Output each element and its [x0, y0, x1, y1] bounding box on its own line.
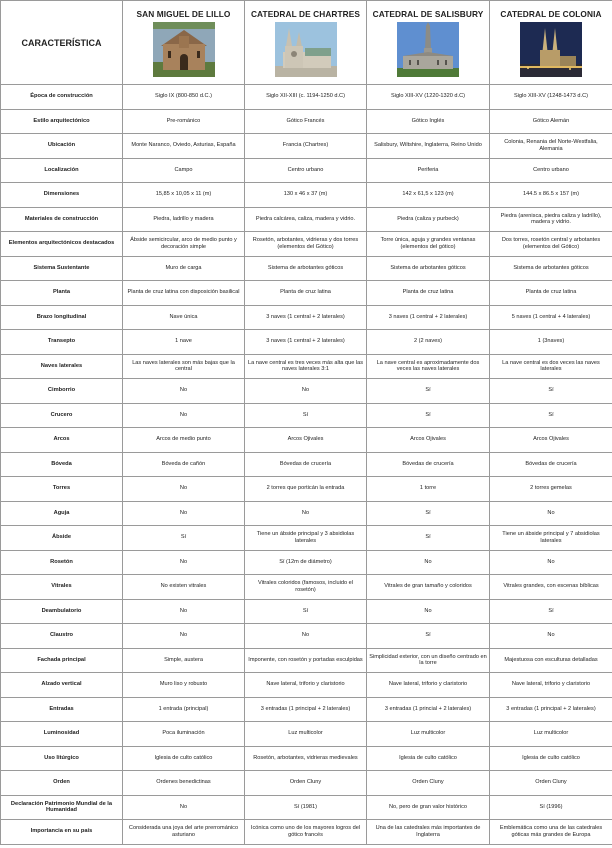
table-row [1, 575, 612, 600]
table-cell: Orden Cluny [245, 771, 367, 796]
row-label: Materiales de construcción [1, 207, 123, 232]
row-label: Transepto [1, 330, 123, 355]
table-row [1, 379, 612, 404]
row-label: Localización [1, 158, 123, 183]
table-cell: Gótico Francés [245, 109, 367, 134]
column-title: SAN MIGUEL DE LILLO [136, 8, 231, 19]
table-cell: Poca iluminación [123, 722, 245, 747]
table-cell: Sistema de arbotantes góticos [490, 256, 612, 281]
column-title: CATEDRAL DE SALISBURY [372, 8, 484, 19]
table-cell: Las naves laterales son más bajas que la central [123, 354, 245, 379]
table-cell: Sistema de arbotantes góticos [245, 256, 367, 281]
table-row [1, 330, 612, 355]
column-header-colonia [490, 1, 612, 85]
table-cell: 3 entradas (1 principal + 2 laterales) [245, 697, 367, 722]
column-title: CATEDRAL DE COLONIA [500, 8, 602, 19]
table-cell: No [123, 477, 245, 502]
gothic-cathedral-photo [275, 22, 337, 77]
table-cell: Ordenes benedictinas [123, 771, 245, 796]
table-cell: Imponente, con rosetón y portadas esculpidas [245, 648, 367, 673]
table-row [1, 477, 612, 502]
table-row [1, 795, 612, 820]
table-cell: No [245, 624, 367, 649]
spire-cathedral-photo [397, 22, 459, 77]
table-row [1, 232, 612, 257]
table-cell: No [123, 501, 245, 526]
table-cell: Bóvedas de crucería [490, 452, 612, 477]
table-cell: Tiene un ábside principal y 7 absidiolas laterales [490, 526, 612, 551]
table-row [1, 820, 612, 845]
table-cell: Periferia [367, 158, 490, 183]
row-label: Deambulatorio [1, 599, 123, 624]
table-row [1, 648, 612, 673]
table-row [1, 722, 612, 747]
table-cell: No [245, 501, 367, 526]
table-row [1, 403, 612, 428]
table-row [1, 85, 612, 110]
table-cell: Sí [367, 624, 490, 649]
table-cell: Nave única [123, 305, 245, 330]
table-cell: 2 torres gemelas [490, 477, 612, 502]
table-cell: No [123, 403, 245, 428]
row-label: Brazo longitudinal [1, 305, 123, 330]
row-label: Vitrales [1, 575, 123, 600]
row-label: Orden [1, 771, 123, 796]
row-label: Aguja [1, 501, 123, 526]
table-cell: Sí [367, 403, 490, 428]
table-row [1, 624, 612, 649]
header-row [1, 1, 612, 85]
table-cell: No [123, 379, 245, 404]
table-row [1, 134, 612, 159]
table-cell: Piedra, ladrillo y madera [123, 207, 245, 232]
table-cell: Francia (Chartres) [245, 134, 367, 159]
table-cell: Sí (1981) [245, 795, 367, 820]
table-cell: Una de las catedrales más importantes de Inglaterra [367, 820, 490, 845]
table-cell: 3 entradas (1 princial + 2 laterales) [367, 697, 490, 722]
table-cell: Sí [490, 379, 612, 404]
table-row [1, 452, 612, 477]
table-cell: Ábside semicircular, arco de medio punto y decoración simple [123, 232, 245, 257]
table-row [1, 428, 612, 453]
table-cell: Siglo IX (800-850 d.C.) [123, 85, 245, 110]
table-cell: Bóveda de cañón [123, 452, 245, 477]
table-cell: No [490, 550, 612, 575]
table-cell: Muro de carga [123, 256, 245, 281]
row-label: Alzado vertical [1, 673, 123, 698]
table-cell: La nave central es tres veces más alta que las naves laterales 3:1 [245, 354, 367, 379]
table-cell: Dos torres, rosetón central y arbotantes (elementos del Gótico) [490, 232, 612, 257]
table-cell: No, pero de gran valor histórico [367, 795, 490, 820]
table-cell: Sistema de arbotantes góticos [367, 256, 490, 281]
table-cell: Sí [367, 526, 490, 551]
table-cell: Sí [245, 599, 367, 624]
table-cell: Icónica como uno de los mayores logros del gótico francés [245, 820, 367, 845]
table-cell: Nave lateral, triforio y claristorio [490, 673, 612, 698]
table-cell: Luz multicolor [490, 722, 612, 747]
table-cell: Orden Cluny [490, 771, 612, 796]
table-cell: Arcos Ojivales [245, 428, 367, 453]
table-row [1, 697, 612, 722]
row-label: Estilo arquitectónico [1, 109, 123, 134]
column-title: CATEDRAL DE CHARTRES [250, 8, 361, 19]
table-row [1, 256, 612, 281]
table-cell: Sí [490, 599, 612, 624]
table-cell: No [123, 599, 245, 624]
table-row [1, 207, 612, 232]
column-header-chartres [245, 1, 367, 85]
table-cell: 3 naves (1 central + 2 laterales) [367, 305, 490, 330]
row-label: Dimensiones [1, 183, 123, 208]
row-label: Luminosidad [1, 722, 123, 747]
table-cell: Piedra (arenisca, piedra caliza y ladrillo), madera y vidrio. [490, 207, 612, 232]
table-cell: Gótico Inglés [367, 109, 490, 134]
table-cell: Emblemática como una de las catedrales góticas más grandes de Europa [490, 820, 612, 845]
row-label: Uso litúrgico [1, 746, 123, 771]
row-label: Cimborrio [1, 379, 123, 404]
table-cell: Bóvedas de crucería [245, 452, 367, 477]
table-cell: Bóvedas de crucería [367, 452, 490, 477]
table-cell: Pre-románico [123, 109, 245, 134]
row-label: Época de construcción [1, 85, 123, 110]
table-cell: No [490, 624, 612, 649]
table-cell: 1 (3naves) [490, 330, 612, 355]
table-cell: Iglesia de culto católico [123, 746, 245, 771]
table-row [1, 550, 612, 575]
table-cell: 3 naves (1 central + 2 laterales) [245, 330, 367, 355]
table-cell: Colonia, Renania del Norte-Westfalia, Alemania [490, 134, 612, 159]
table-row [1, 109, 612, 134]
table-cell: Planta de cruz latina [245, 281, 367, 306]
stone-church-photo [153, 22, 215, 77]
table-row [1, 746, 612, 771]
table-body [1, 85, 612, 845]
table-cell: No [123, 550, 245, 575]
table-cell: Sí (12m de diámetro) [245, 550, 367, 575]
table-row [1, 599, 612, 624]
table-row [1, 501, 612, 526]
table-cell: 5 naves (1 central + 4 laterales) [490, 305, 612, 330]
table-cell: 3 entradas (1 principal + 2 laterales) [490, 697, 612, 722]
corner-header: CARACTERÍSTICA [1, 1, 123, 85]
table-cell: Orden Cluny [367, 771, 490, 796]
table-cell: Muro liso y robusto [123, 673, 245, 698]
table-cell: 2 (2 naves) [367, 330, 490, 355]
table-cell: Simple, austera [123, 648, 245, 673]
table-cell: No [367, 599, 490, 624]
row-label: Arcos [1, 428, 123, 453]
table-cell: No existen vitrales [123, 575, 245, 600]
table-cell: Siglo XIII-XV (1220-1320 d.C) [367, 85, 490, 110]
table-row [1, 526, 612, 551]
table-cell: 144.5 x 86.5 x 157 (m) [490, 183, 612, 208]
row-label: Elementos arquitectónicos destacados [1, 232, 123, 257]
row-label: Planta [1, 281, 123, 306]
table-cell: 1 entrada (principal) [123, 697, 245, 722]
table-cell: Monte Naranco, Oviedo, Asturias, España [123, 134, 245, 159]
row-label: Entradas [1, 697, 123, 722]
table-cell: 2 torres que porticán la entrada [245, 477, 367, 502]
table-cell: Simplicidad exterior, con un diseño centrado en la torre [367, 648, 490, 673]
column-header-lillo [123, 1, 245, 85]
table-cell: Luz multicolor [245, 722, 367, 747]
row-label: Torres [1, 477, 123, 502]
table-row [1, 771, 612, 796]
table-cell: 1 nave [123, 330, 245, 355]
row-label: Claustro [1, 624, 123, 649]
table-cell: No [245, 379, 367, 404]
table-cell: Majestuosa con esculturas detalladas [490, 648, 612, 673]
table-cell: Torre única, aguja y grandes ventanas (elementos del gótico) [367, 232, 490, 257]
table-cell: Siglo XII-XIII (c. 1194-1250 d.C) [245, 85, 367, 110]
table-row [1, 305, 612, 330]
row-label: Naves laterales [1, 354, 123, 379]
table-cell: Vitrales coloridos (famosos, incluido el rosetón) [245, 575, 367, 600]
table-cell: Nave lateral, triforio y claristorio [245, 673, 367, 698]
table-cell: La nave central es dos veces las naves laterales [490, 354, 612, 379]
table-cell: No [123, 624, 245, 649]
table-cell: Rosetón, arbotantes, vidrieras y dos torres (elementos del Gótico) [245, 232, 367, 257]
table-row [1, 281, 612, 306]
table-cell: Sí [367, 501, 490, 526]
table-cell: Iglesia de culto católico [490, 746, 612, 771]
table-cell: Luz multicolor [367, 722, 490, 747]
table-cell: Piedra (caliza y purbeck) [367, 207, 490, 232]
row-label: Crucero [1, 403, 123, 428]
table-cell: Rosetón, arbotantes, vidrieras medievales [245, 746, 367, 771]
row-label: Sistema Sustentante [1, 256, 123, 281]
table-cell: Siglo XIII-XV (1248-1473 d.C) [490, 85, 612, 110]
table-cell: 15,85 x 10,05 x 11 (m) [123, 183, 245, 208]
table-cell: Planta de cruz latina [367, 281, 490, 306]
table-cell: Tiene un ábside principal y 3 absidiolas laterales [245, 526, 367, 551]
table-cell: 142 x 61,5 x 123 (m) [367, 183, 490, 208]
table-row [1, 183, 612, 208]
table-cell: Planta de cruz latina con disposición basilical [123, 281, 245, 306]
row-label: Ubicación [1, 134, 123, 159]
night-cathedral-photo [520, 22, 582, 77]
table-cell: Sí [490, 403, 612, 428]
table-cell: No [490, 501, 612, 526]
table-cell: Salisbury, Wiltshire, Inglaterra, Reino Unido [367, 134, 490, 159]
table-cell: Sí [245, 403, 367, 428]
table-cell: Sí [367, 379, 490, 404]
row-label: Declaración Patrimonio Mundial de la Humanidad [1, 795, 123, 820]
table-cell: 3 naves (1 central + 2 laterales) [245, 305, 367, 330]
table-cell: 130 x 46 x 37 (m) [245, 183, 367, 208]
table-cell: Vitrales grandes, con escenas bíblicas [490, 575, 612, 600]
table-row [1, 354, 612, 379]
table-row [1, 158, 612, 183]
row-label: Ábside [1, 526, 123, 551]
table-cell: Arcos Ojivales [490, 428, 612, 453]
table-cell: No [367, 550, 490, 575]
table-cell: Gótico Alemán [490, 109, 612, 134]
row-label: Fachada principal [1, 648, 123, 673]
table-cell: Nave lateral, triforio y claristorio [367, 673, 490, 698]
table-cell: Piedra calcárea, caliza, madera y vidrio. [245, 207, 367, 232]
table-cell: Vitrales de gran tamaño y coloridos [367, 575, 490, 600]
table-cell: Sí (1996) [490, 795, 612, 820]
table-cell: No [123, 795, 245, 820]
table-cell: Arcos de medio punto [123, 428, 245, 453]
row-label: Bóveda [1, 452, 123, 477]
table-cell: 1 torre [367, 477, 490, 502]
table-cell: Sí [123, 526, 245, 551]
table-cell: Iglesia de culto católico [367, 746, 490, 771]
row-label: Importancia en su país [1, 820, 123, 845]
table-row [1, 673, 612, 698]
table-cell: Arcos Ojivales [367, 428, 490, 453]
column-header-salisbury [367, 1, 490, 85]
table-cell: Planta de cruz latina [490, 281, 612, 306]
table-cell: Centro urbano [490, 158, 612, 183]
row-label: Rosetón [1, 550, 123, 575]
table-cell: Considerada una joya del arte prerrománico asturiano [123, 820, 245, 845]
table-cell: Campo [123, 158, 245, 183]
table-cell: La nave central es aproximadamente dos veces las naves laterales [367, 354, 490, 379]
table-cell: Centro urbano [245, 158, 367, 183]
